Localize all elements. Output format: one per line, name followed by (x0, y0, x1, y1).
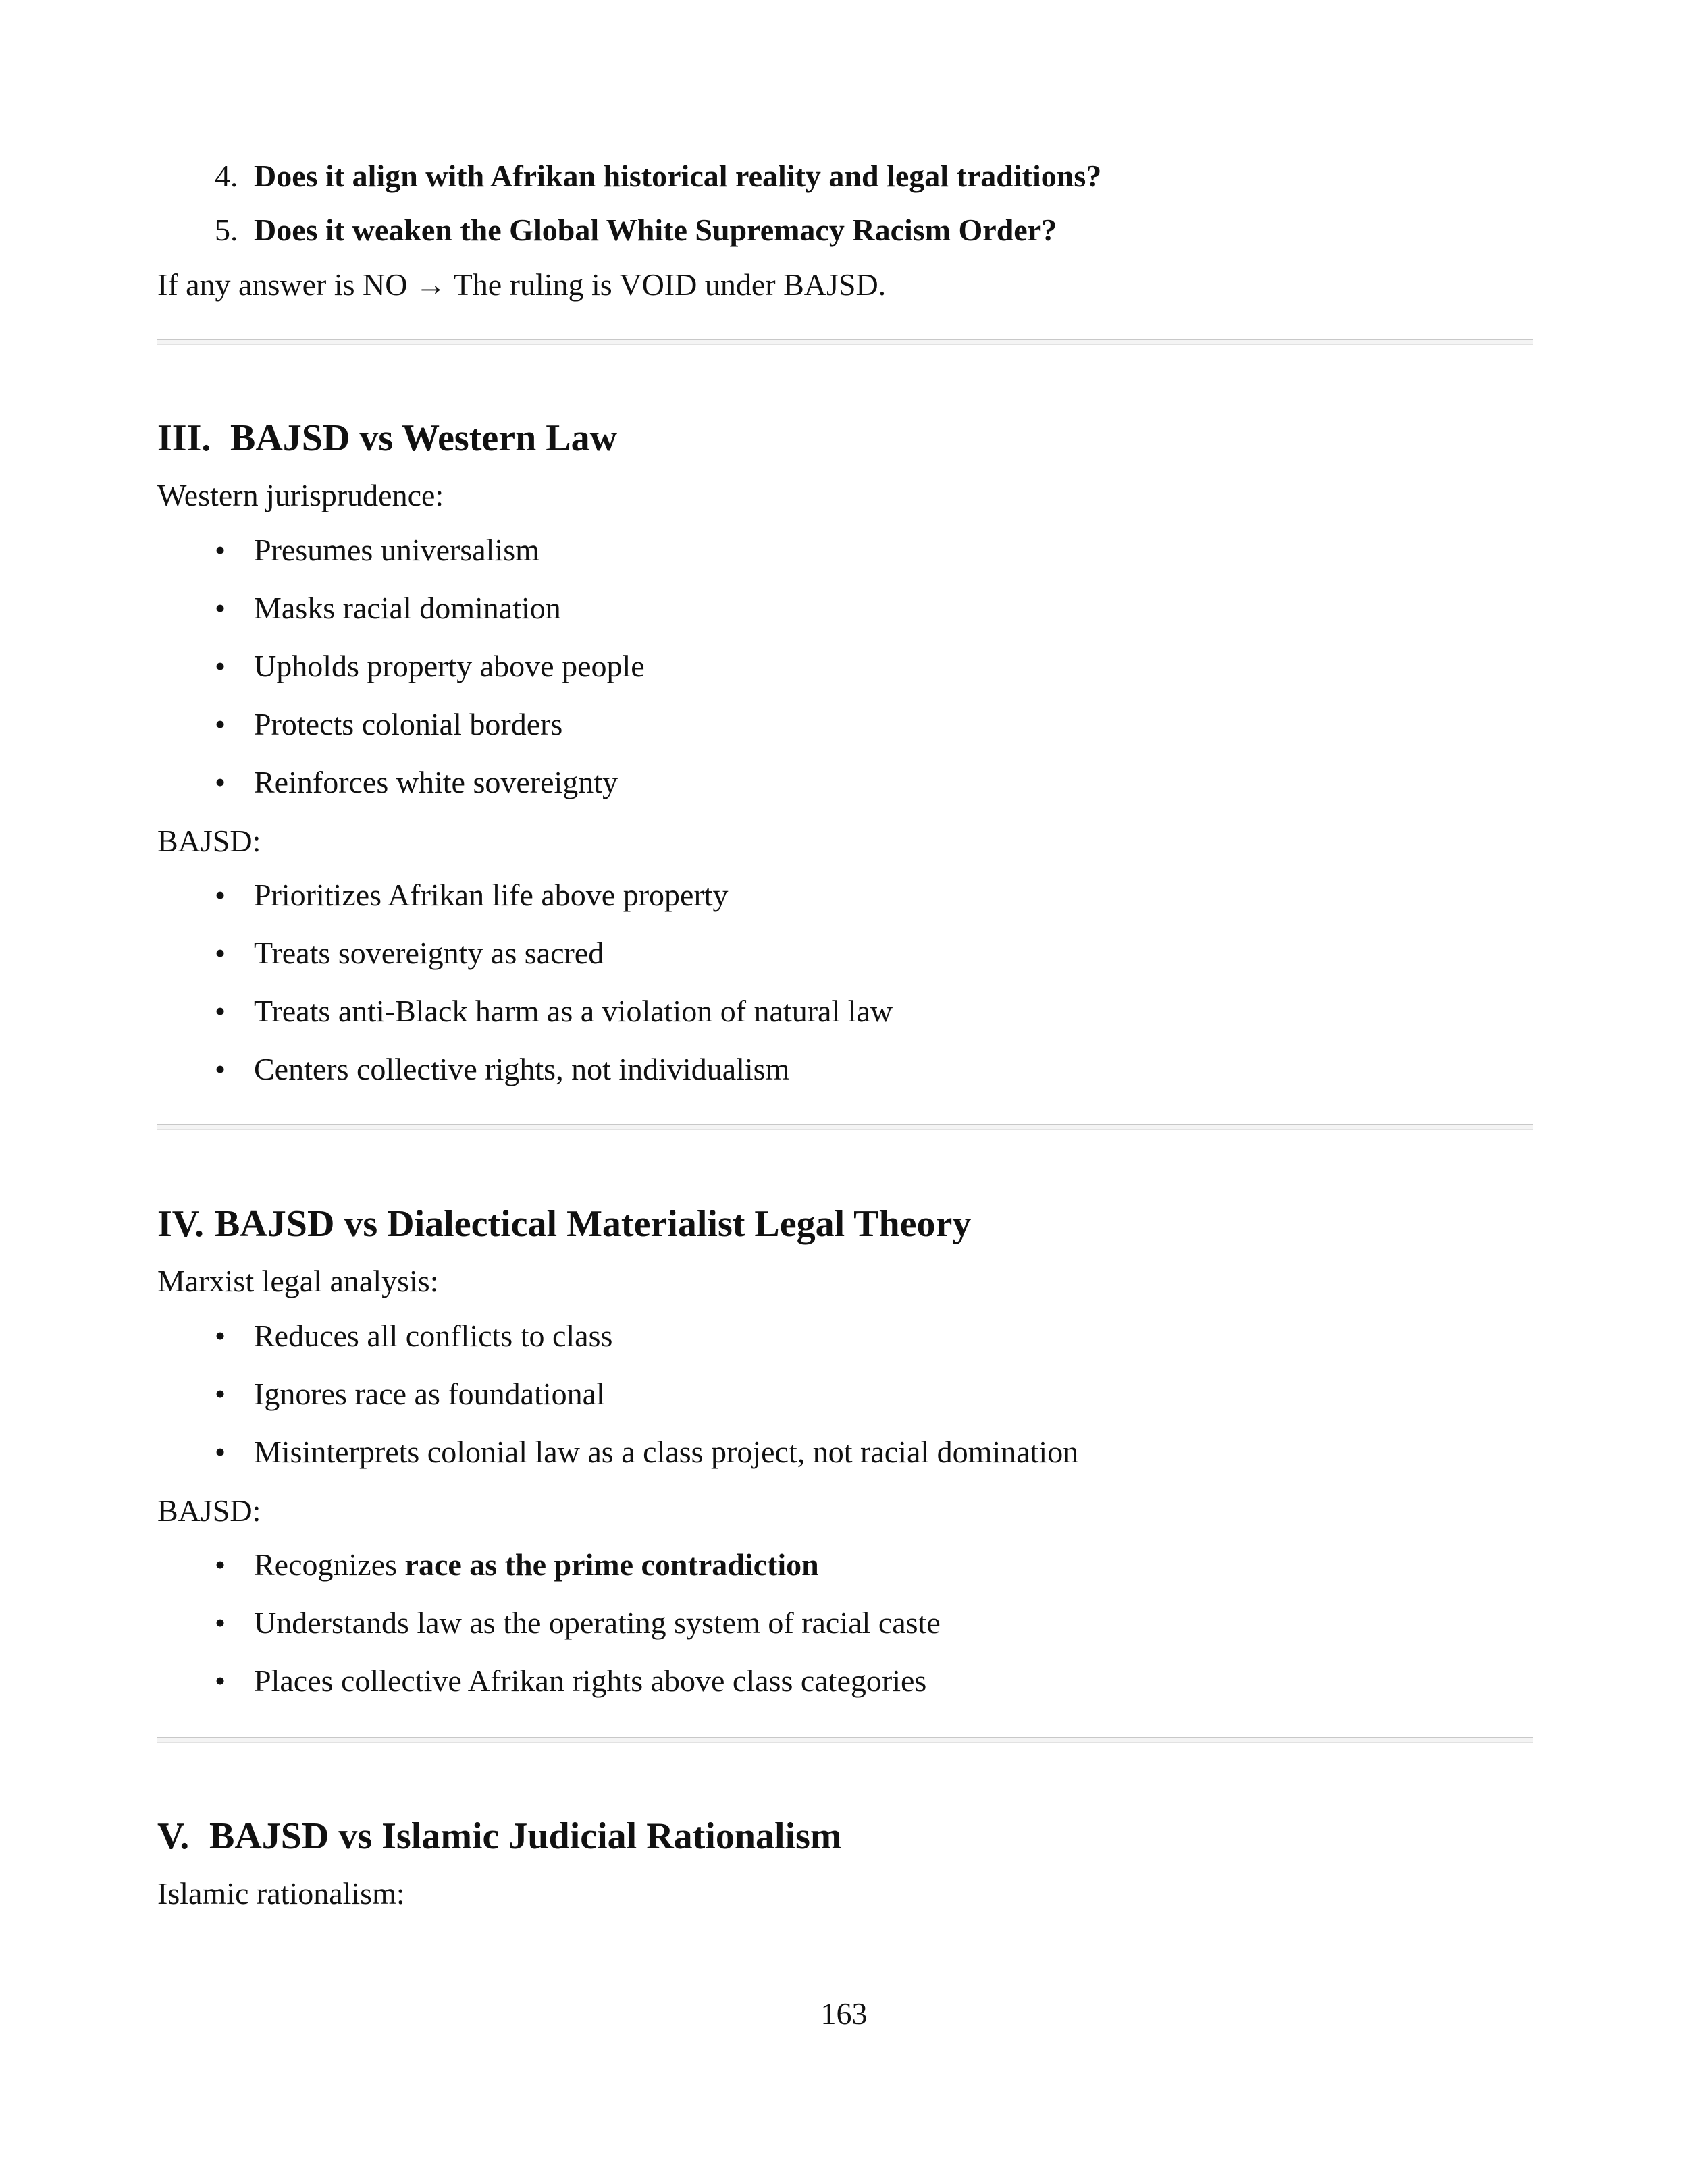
section-title: BAJSD vs Western Law (230, 417, 618, 459)
bullet-icon: • (215, 1052, 226, 1086)
section-heading-v (157, 1814, 842, 1859)
item-text: Does it weaken the Global White Supremacy Racism Order? (254, 213, 1057, 247)
section-numeral: III. (157, 417, 211, 459)
bullet-icon: • (215, 878, 226, 912)
list-item: • Reinforces white sovereignty (215, 764, 618, 801)
numbered-item-4 (215, 157, 1101, 195)
bullet-icon: • (215, 533, 226, 567)
list-item: • Misinterprets colonial law as a class project, not racial domination (215, 1433, 1078, 1471)
bullet-icon: • (215, 765, 226, 799)
bullet-icon: • (215, 994, 226, 1028)
bullet-icon: • (215, 1377, 226, 1411)
section-heading-iii (157, 416, 617, 460)
section-intro: Marxist legal analysis: (157, 1264, 439, 1298)
section-subintro: BAJSD: (157, 1493, 261, 1528)
section-divider (157, 1124, 1533, 1130)
section-numeral: V. (157, 1815, 190, 1857)
item-number: 4. (215, 159, 238, 193)
list-item: • Presumes universalism (215, 531, 539, 569)
section-subintro: BAJSD: (157, 824, 261, 858)
bullet-icon: • (215, 1435, 226, 1469)
list-item: • Treats sovereignty as sacred (215, 934, 604, 972)
section-title: BAJSD vs Islamic Judicial Rationalism (209, 1815, 842, 1857)
list-item: • Reduces all conflicts to class (215, 1317, 612, 1355)
list-item: • Ignores race as foundational (215, 1375, 605, 1413)
list-item: • Understands law as the operating system of racial caste (215, 1604, 941, 1642)
list-item: • Places collective Afrikan rights above class categories (215, 1662, 926, 1700)
list-item: • Masks racial domination (215, 589, 561, 627)
section-intro: Western jurisprudence: (157, 478, 444, 512)
bullet-icon: • (215, 707, 226, 741)
bullet-icon: • (215, 1547, 226, 1582)
list-item: • Prioritizes Afrikan life above property (215, 876, 729, 914)
numbered-item-5 (215, 211, 1057, 249)
void-rule-text: If any answer is NO → The ruling is VOID under BAJSD. (157, 267, 887, 302)
list-item: • Centers collective rights, not individualism (215, 1050, 789, 1088)
bullet-icon: • (215, 936, 226, 970)
list-item: • Upholds property above people (215, 647, 645, 685)
section-divider (157, 339, 1533, 345)
bullet-icon: • (215, 1663, 226, 1698)
emphasis-text: race as the prime contradiction (404, 1547, 819, 1582)
section-heading-iv (157, 1202, 971, 1246)
section-intro: Islamic rationalism: (157, 1876, 405, 1911)
section-title: BAJSD vs Dialectical Materialist Legal Theory (215, 1203, 972, 1245)
list-item: • Protects colonial borders (215, 705, 562, 743)
bullet-icon: • (215, 1605, 226, 1640)
item-number: 5. (215, 213, 238, 247)
bullet-icon: • (215, 1319, 226, 1353)
list-item: • Recognizes race as the prime contradiction (215, 1546, 819, 1584)
bullet-icon: • (215, 649, 226, 683)
section-numeral: IV. (157, 1203, 205, 1245)
item-text: Does it align with Afrikan historical reality and legal traditions? (254, 159, 1102, 193)
list-item: • Treats anti-Black harm as a violation of natural law (215, 992, 893, 1030)
bullet-icon: • (215, 591, 226, 625)
section-divider (157, 1737, 1533, 1743)
page-number: 163 (820, 1996, 868, 2031)
